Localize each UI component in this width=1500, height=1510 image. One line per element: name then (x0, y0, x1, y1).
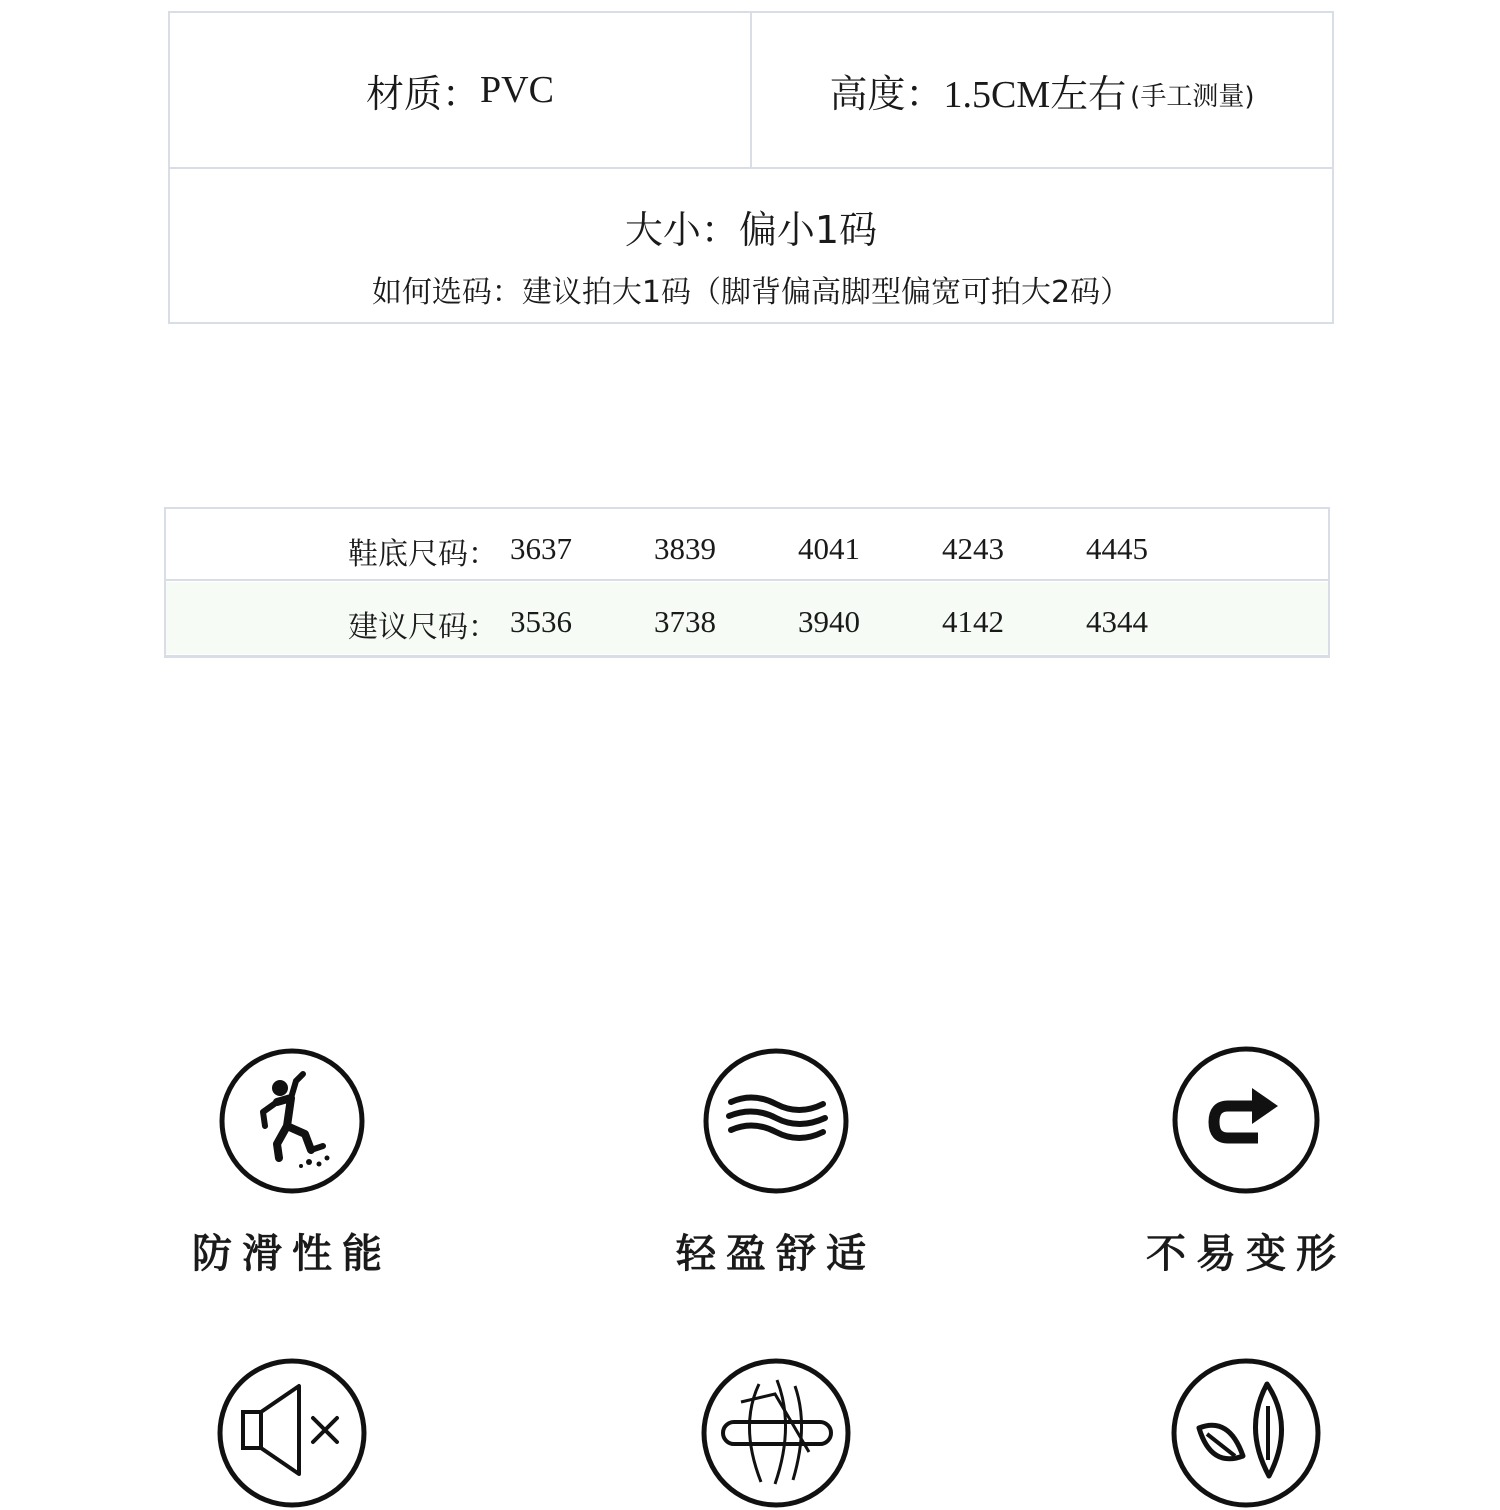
fiber-icon (699, 1356, 853, 1510)
feature-mute (142, 1356, 442, 1510)
height-cell (752, 13, 1332, 167)
material-label: 材质： (366, 71, 481, 116)
anti-slip-icon (217, 1046, 367, 1196)
table-cell: 3839 (654, 531, 716, 566)
size-tip: 如何选码：建议拍大1码（脚背偏高脚型偏宽可拍大2码） (371, 275, 1131, 310)
feature-label: 不易变形 (1146, 1231, 1346, 1277)
table-cell: 4344 (1086, 604, 1148, 639)
table-row (166, 509, 1328, 581)
mute-speaker-icon (215, 1356, 369, 1510)
table-cell: 3637 (510, 531, 572, 566)
spec-table (168, 11, 1334, 324)
table-cell: 3536 (510, 604, 572, 639)
spec-row-material-height (170, 13, 1332, 169)
material-value: PVC (480, 69, 554, 111)
feature-eco (1096, 1356, 1396, 1510)
wave-icon (701, 1046, 851, 1196)
feature-anti-slip (142, 1046, 442, 1279)
size-label: 大小： (624, 208, 739, 252)
height-label: 高度： (829, 71, 944, 116)
table-cell: 4445 (1086, 531, 1148, 566)
feature-fiber (626, 1356, 926, 1510)
feature-label: 轻盈舒适 (676, 1231, 876, 1277)
table-cell: 4243 (942, 531, 1004, 566)
size-info (170, 199, 1332, 254)
leaf-icon (1169, 1356, 1323, 1510)
size-chart-table (164, 507, 1330, 658)
table-cell: 3738 (654, 604, 716, 639)
table-cell: 4041 (798, 531, 860, 566)
feature-shape-retention (1096, 1044, 1396, 1279)
height-note: (手工测量) (1130, 81, 1255, 112)
spec-row-size (170, 169, 1332, 324)
table-cell: 3940 (798, 604, 860, 639)
sole-size-label: 鞋底尺码： (348, 537, 498, 572)
feature-label: 防滑性能 (192, 1231, 392, 1277)
return-arrow-icon (1170, 1044, 1322, 1196)
table-cell: 4142 (942, 604, 1004, 639)
height-value: 1.5CM左右 (943, 73, 1127, 116)
suggested-size-label: 建议尺码： (348, 610, 498, 645)
table-row (166, 582, 1328, 654)
feature-lightweight (626, 1046, 926, 1279)
material-cell (170, 13, 752, 167)
size-value: 偏小1码 (738, 208, 878, 252)
